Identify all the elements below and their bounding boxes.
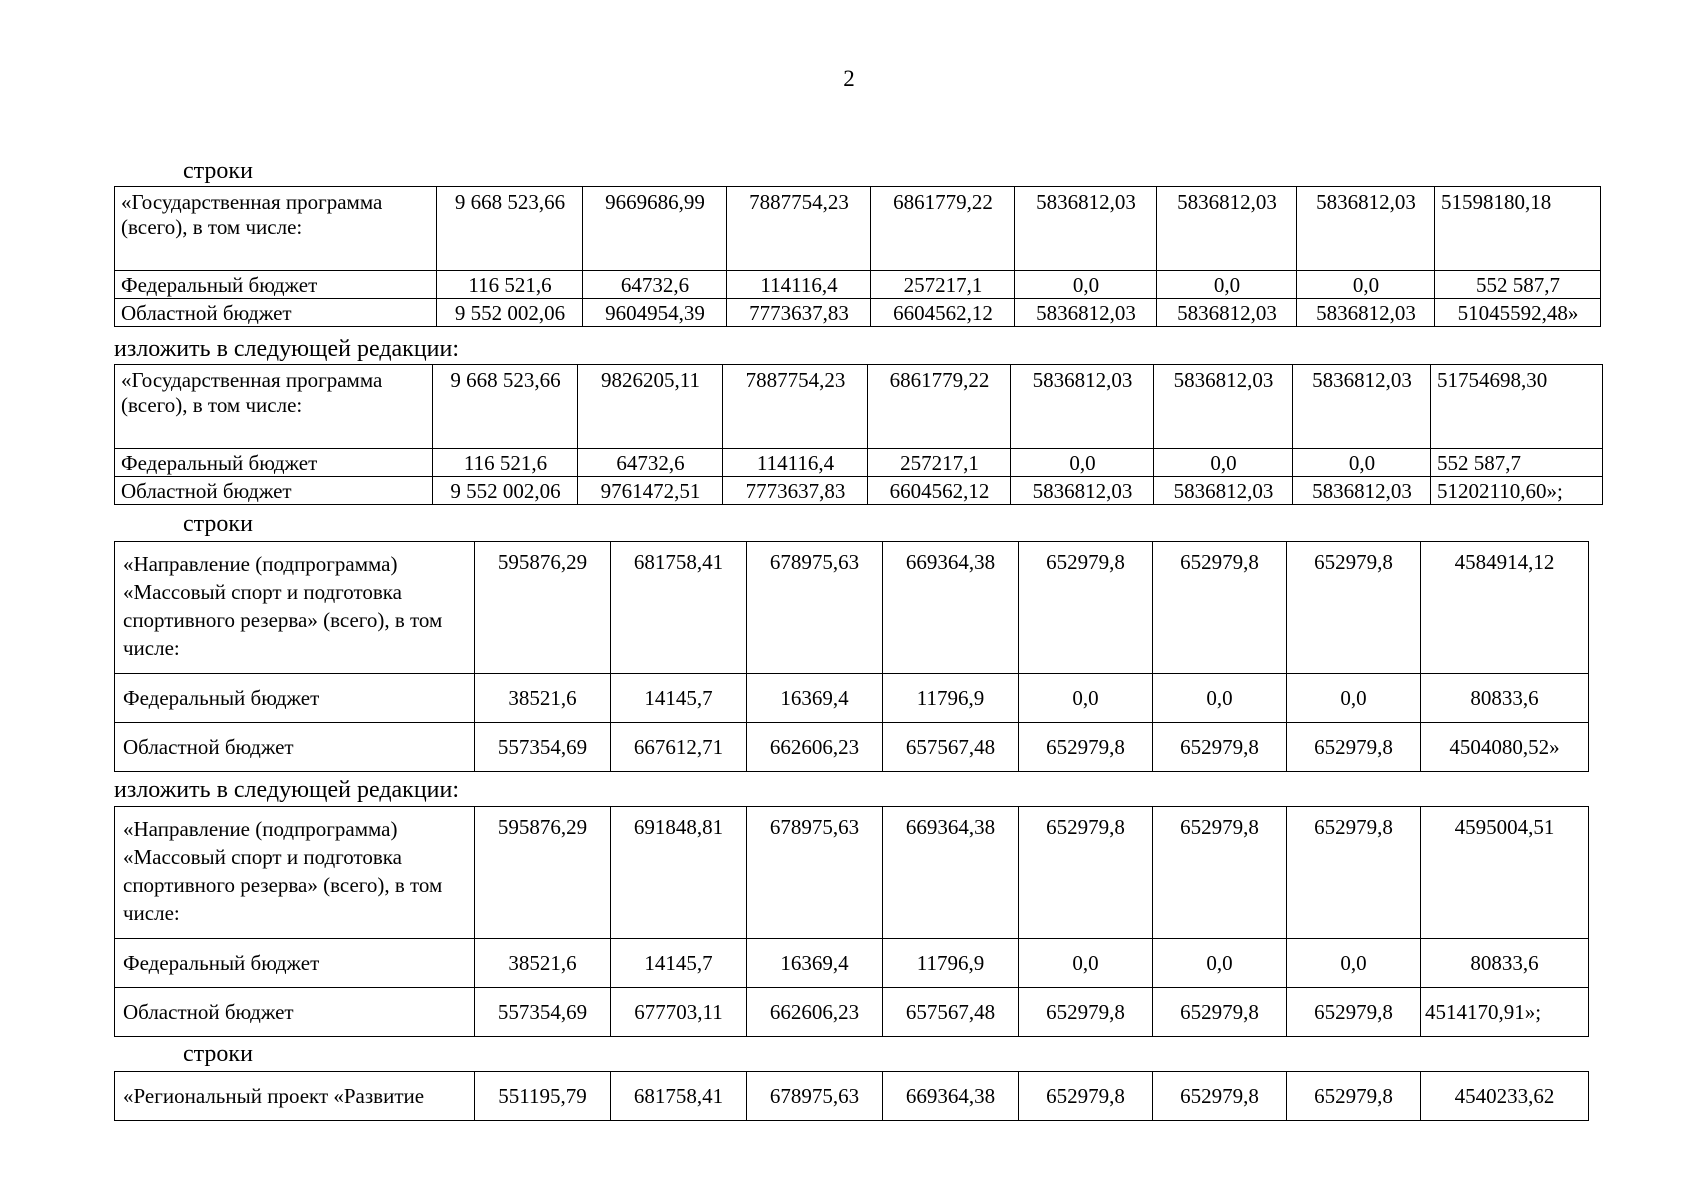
table-row (115, 271, 1601, 299)
value-cell: 64732,6 (578, 449, 723, 477)
value-cell: 51202110,60»; (1431, 477, 1603, 505)
value-cell: 257217,1 (871, 271, 1015, 299)
table-row (115, 939, 1589, 988)
value-cell: 0,0 (1015, 271, 1157, 299)
value-cell: 14145,7 (611, 939, 747, 988)
table-block-5 (114, 1071, 1589, 1121)
value-cell: 5836812,03 (1293, 477, 1431, 505)
value-cell: 677703,11 (611, 988, 747, 1037)
value-cell: 257217,1 (868, 449, 1011, 477)
label-izlozhit-2: изложить в следующей редакции: (114, 777, 460, 803)
row-name: «Направление (подпрограмма) «Массовый спорт и подготовка спортивного резерва» (всего), в том числе: (115, 542, 475, 674)
value-cell: 9826205,11 (578, 365, 723, 449)
row-name: Областной бюджет (115, 723, 475, 772)
label-izlozhit-1: изложить в следующей редакции: (114, 336, 460, 362)
value-cell: 9 668 523,66 (437, 187, 583, 271)
value-cell: 0,0 (1153, 939, 1287, 988)
value-cell: 0,0 (1293, 449, 1431, 477)
label-stroki-2: строки (183, 511, 253, 537)
value-cell: 9 668 523,66 (433, 365, 578, 449)
value-cell: 4504080,52» (1421, 723, 1589, 772)
value-cell: 9669686,99 (583, 187, 727, 271)
value-cell: 678975,63 (747, 1072, 883, 1121)
value-cell: 4595004,51 (1421, 807, 1589, 939)
value-cell: 11796,9 (883, 939, 1019, 988)
value-cell: 652979,8 (1019, 1072, 1153, 1121)
table-row (115, 542, 1589, 674)
value-cell: 557354,69 (475, 723, 611, 772)
value-cell: 552 587,7 (1431, 449, 1603, 477)
value-cell: 80833,6 (1421, 674, 1589, 723)
value-cell: 6604562,12 (871, 299, 1015, 327)
value-cell: 116 521,6 (433, 449, 578, 477)
value-cell: 9761472,51 (578, 477, 723, 505)
value-cell: 0,0 (1154, 449, 1293, 477)
value-cell: 0,0 (1019, 939, 1153, 988)
value-cell: 652979,8 (1287, 542, 1421, 674)
value-cell: 652979,8 (1019, 988, 1153, 1037)
value-cell: 5836812,03 (1011, 477, 1154, 505)
value-cell: 114116,4 (727, 271, 871, 299)
value-cell: 7773637,83 (723, 477, 868, 505)
table-row (115, 807, 1589, 939)
table-block-3 (114, 541, 1589, 772)
value-cell: 652979,8 (1287, 1072, 1421, 1121)
value-cell: 64732,6 (583, 271, 727, 299)
value-cell: 652979,8 (1153, 1072, 1287, 1121)
value-cell: 5836812,03 (1293, 365, 1431, 449)
value-cell: 652979,8 (1287, 988, 1421, 1037)
value-cell: 5836812,03 (1297, 299, 1435, 327)
value-cell: 6861779,22 (868, 365, 1011, 449)
table-row (115, 365, 1603, 449)
value-cell: 80833,6 (1421, 939, 1589, 988)
row-name: «Государственная программа (всего), в том числе: (115, 365, 433, 449)
row-name: Областной бюджет (115, 988, 475, 1037)
value-cell: 14145,7 (611, 674, 747, 723)
value-cell: 657567,48 (883, 988, 1019, 1037)
value-cell: 5836812,03 (1015, 187, 1157, 271)
value-cell: 5836812,03 (1157, 187, 1297, 271)
value-cell: 51598180,18 (1435, 187, 1601, 271)
value-cell: 16369,4 (747, 939, 883, 988)
value-cell: 652979,8 (1153, 807, 1287, 939)
table-block-1 (114, 186, 1601, 327)
table-row (115, 723, 1589, 772)
value-cell: 7773637,83 (727, 299, 871, 327)
value-cell: 114116,4 (723, 449, 868, 477)
table-block-4 (114, 806, 1589, 1037)
table-row (115, 477, 1603, 505)
value-cell: 38521,6 (475, 674, 611, 723)
value-cell: 9604954,39 (583, 299, 727, 327)
value-cell: 5836812,03 (1157, 299, 1297, 327)
value-cell: 4514170,91»; (1421, 988, 1589, 1037)
row-name: Федеральный бюджет (115, 449, 433, 477)
value-cell: 662606,23 (747, 988, 883, 1037)
value-cell: 4584914,12 (1421, 542, 1589, 674)
value-cell: 669364,38 (883, 807, 1019, 939)
value-cell: 0,0 (1287, 674, 1421, 723)
value-cell: 0,0 (1157, 271, 1297, 299)
value-cell: 652979,8 (1019, 807, 1153, 939)
value-cell: 5836812,03 (1297, 187, 1435, 271)
value-cell: 595876,29 (475, 807, 611, 939)
row-name: «Направление (подпрограмма) «Массовый спорт и подготовка спортивного резерва» (всего), в том числе: (115, 807, 475, 939)
value-cell: 6861779,22 (871, 187, 1015, 271)
table-row (115, 187, 1601, 271)
value-cell: 652979,8 (1019, 723, 1153, 772)
value-cell: 16369,4 (747, 674, 883, 723)
value-cell: 7887754,23 (727, 187, 871, 271)
row-name: Областной бюджет (115, 299, 437, 327)
value-cell: 678975,63 (747, 542, 883, 674)
value-cell: 5836812,03 (1015, 299, 1157, 327)
value-cell: 51045592,48» (1435, 299, 1601, 327)
value-cell: 4540233,62 (1421, 1072, 1589, 1121)
value-cell: 9 552 002,06 (437, 299, 583, 327)
value-cell: 5836812,03 (1154, 477, 1293, 505)
value-cell: 38521,6 (475, 939, 611, 988)
value-cell: 0,0 (1297, 271, 1435, 299)
row-name: «Региональный проект «Развитие (115, 1072, 475, 1121)
row-name: Федеральный бюджет (115, 674, 475, 723)
label-stroki-1: строки (183, 158, 253, 184)
value-cell: 652979,8 (1019, 542, 1153, 674)
value-cell: 667612,71 (611, 723, 747, 772)
value-cell: 9 552 002,06 (433, 477, 578, 505)
value-cell: 652979,8 (1153, 988, 1287, 1037)
value-cell: 595876,29 (475, 542, 611, 674)
table-row (115, 988, 1589, 1037)
value-cell: 552 587,7 (1435, 271, 1601, 299)
table-row (115, 674, 1589, 723)
value-cell: 557354,69 (475, 988, 611, 1037)
value-cell: 0,0 (1287, 939, 1421, 988)
label-stroki-3: строки (183, 1041, 253, 1067)
value-cell: 551195,79 (475, 1072, 611, 1121)
value-cell: 5836812,03 (1154, 365, 1293, 449)
value-cell: 669364,38 (883, 542, 1019, 674)
value-cell: 51754698,30 (1431, 365, 1603, 449)
value-cell: 652979,8 (1287, 723, 1421, 772)
value-cell: 5836812,03 (1011, 365, 1154, 449)
table-row (115, 449, 1603, 477)
value-cell: 652979,8 (1287, 807, 1421, 939)
value-cell: 652979,8 (1153, 542, 1287, 674)
value-cell: 7887754,23 (723, 365, 868, 449)
value-cell: 0,0 (1019, 674, 1153, 723)
row-name: Областной бюджет (115, 477, 433, 505)
row-name: Федеральный бюджет (115, 271, 437, 299)
value-cell: 652979,8 (1153, 723, 1287, 772)
value-cell: 681758,41 (611, 1072, 747, 1121)
value-cell: 0,0 (1011, 449, 1154, 477)
value-cell: 657567,48 (883, 723, 1019, 772)
row-name: «Государственная программа (всего), в том числе: (115, 187, 437, 271)
table-row (115, 299, 1601, 327)
table-row (115, 1072, 1589, 1121)
value-cell: 669364,38 (883, 1072, 1019, 1121)
value-cell: 6604562,12 (868, 477, 1011, 505)
value-cell: 662606,23 (747, 723, 883, 772)
value-cell: 678975,63 (747, 807, 883, 939)
value-cell: 116 521,6 (437, 271, 583, 299)
value-cell: 11796,9 (883, 674, 1019, 723)
value-cell: 691848,81 (611, 807, 747, 939)
row-name: Федеральный бюджет (115, 939, 475, 988)
value-cell: 681758,41 (611, 542, 747, 674)
value-cell: 0,0 (1153, 674, 1287, 723)
page-number: 2 (843, 66, 855, 91)
table-block-2 (114, 364, 1603, 505)
